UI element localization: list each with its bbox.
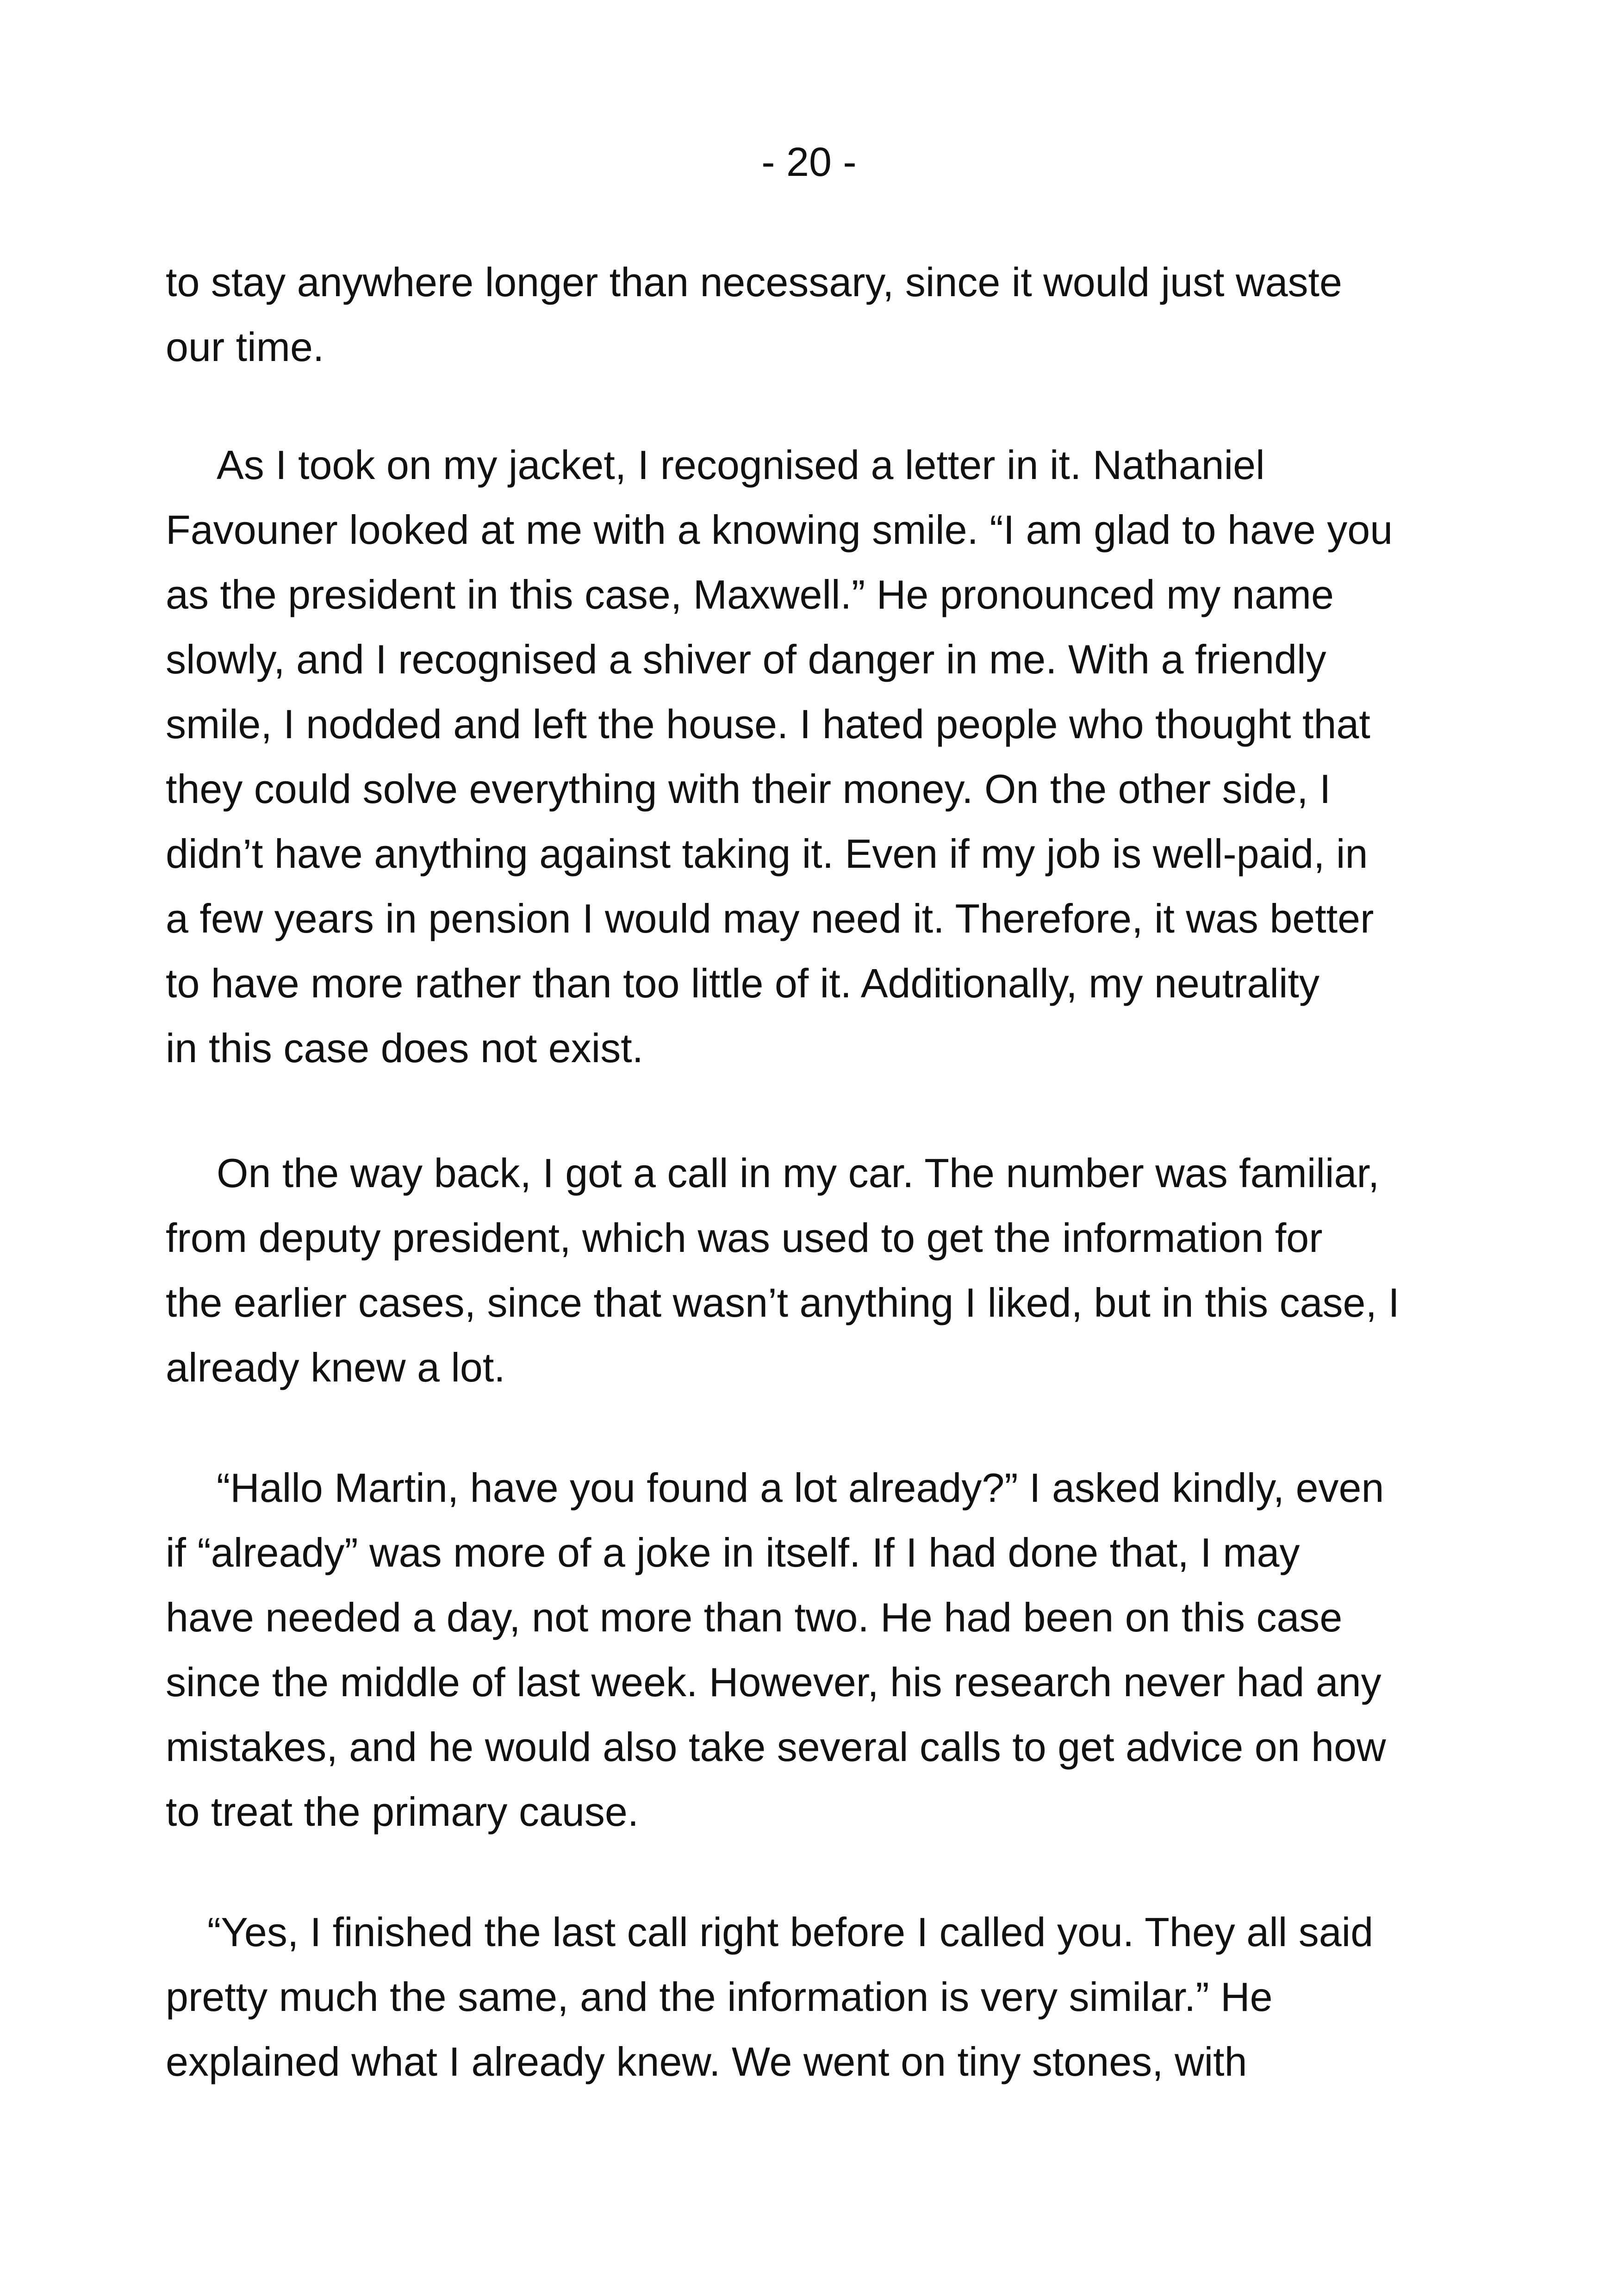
text-line: to stay anywhere longer than necessary, since it would just waste [166,259,1342,305]
text-line-content: On the way back, I got a call in my car. The number was familiar, [217,1150,1380,1196]
page-number: - 20 - [761,139,857,185]
text-line [166,1456,1457,1520]
text-line-content: “Yes, I finished the last call right before I called you. They all said [207,1909,1374,1955]
text-line: already knew a lot. [166,1344,505,1390]
text-line: pretty much the same, and the information is very similar.” He [166,1974,1273,2020]
paragraph-1 [166,250,1457,380]
text-line: mistakes, and he would also take several calls to get advice on how [166,1724,1386,1770]
text-line: slowly, and I recognised a shiver of danger in me. With a friendly [166,636,1326,682]
text-line: Favouner looked at me with a knowing smile. “I am glad to have you [166,507,1393,553]
text-line: from deputy president, which was used to get the information for [166,1215,1323,1261]
text-line: the earlier cases, since that wasn’t anything I liked, but in this case, I [166,1280,1400,1325]
text-line: if “already” was more of a joke in itself. If I had done that, I may [166,1530,1300,1575]
text-line [166,1900,1457,1965]
text-line-content: As I took on my jacket, I recognised a letter in it. Nathaniel [217,442,1265,488]
paragraph-2 [166,433,1457,1081]
text-line: as the president in this case, Maxwell.” He pronounced my name [166,572,1334,617]
text-line: didn’t have anything against taking it. Even if my job is well-paid, in [166,831,1368,877]
text-line: our time. [166,324,324,370]
text-line: to have more rather than too little of it. Additionally, my neutrality [166,960,1319,1006]
text-line [166,1141,1457,1206]
paragraph-3 [166,1141,1457,1400]
text-line: they could solve everything with their money. On the other side, I [166,766,1331,812]
text-line: a few years in pension I would may need it. Therefore, it was better [166,896,1374,941]
text-line: smile, I nodded and left the house. I hated people who thought that [166,701,1370,747]
text-line-content: “Hallo Martin, have you found a lot already?” I asked kindly, even [217,1465,1384,1511]
text-line [166,433,1457,498]
paragraph-5 [166,1900,1457,2094]
paragraph-4 [166,1456,1457,1844]
text-line: since the middle of last week. However, his research never had any [166,1659,1382,1705]
text-line: explained what I already knew. We went on tiny stones, with [166,2039,1247,2084]
text-line: to treat the primary cause. [166,1789,639,1835]
text-line: in this case does not exist. [166,1025,644,1071]
text-line: have needed a day, not more than two. He had been on this case [166,1594,1343,1640]
